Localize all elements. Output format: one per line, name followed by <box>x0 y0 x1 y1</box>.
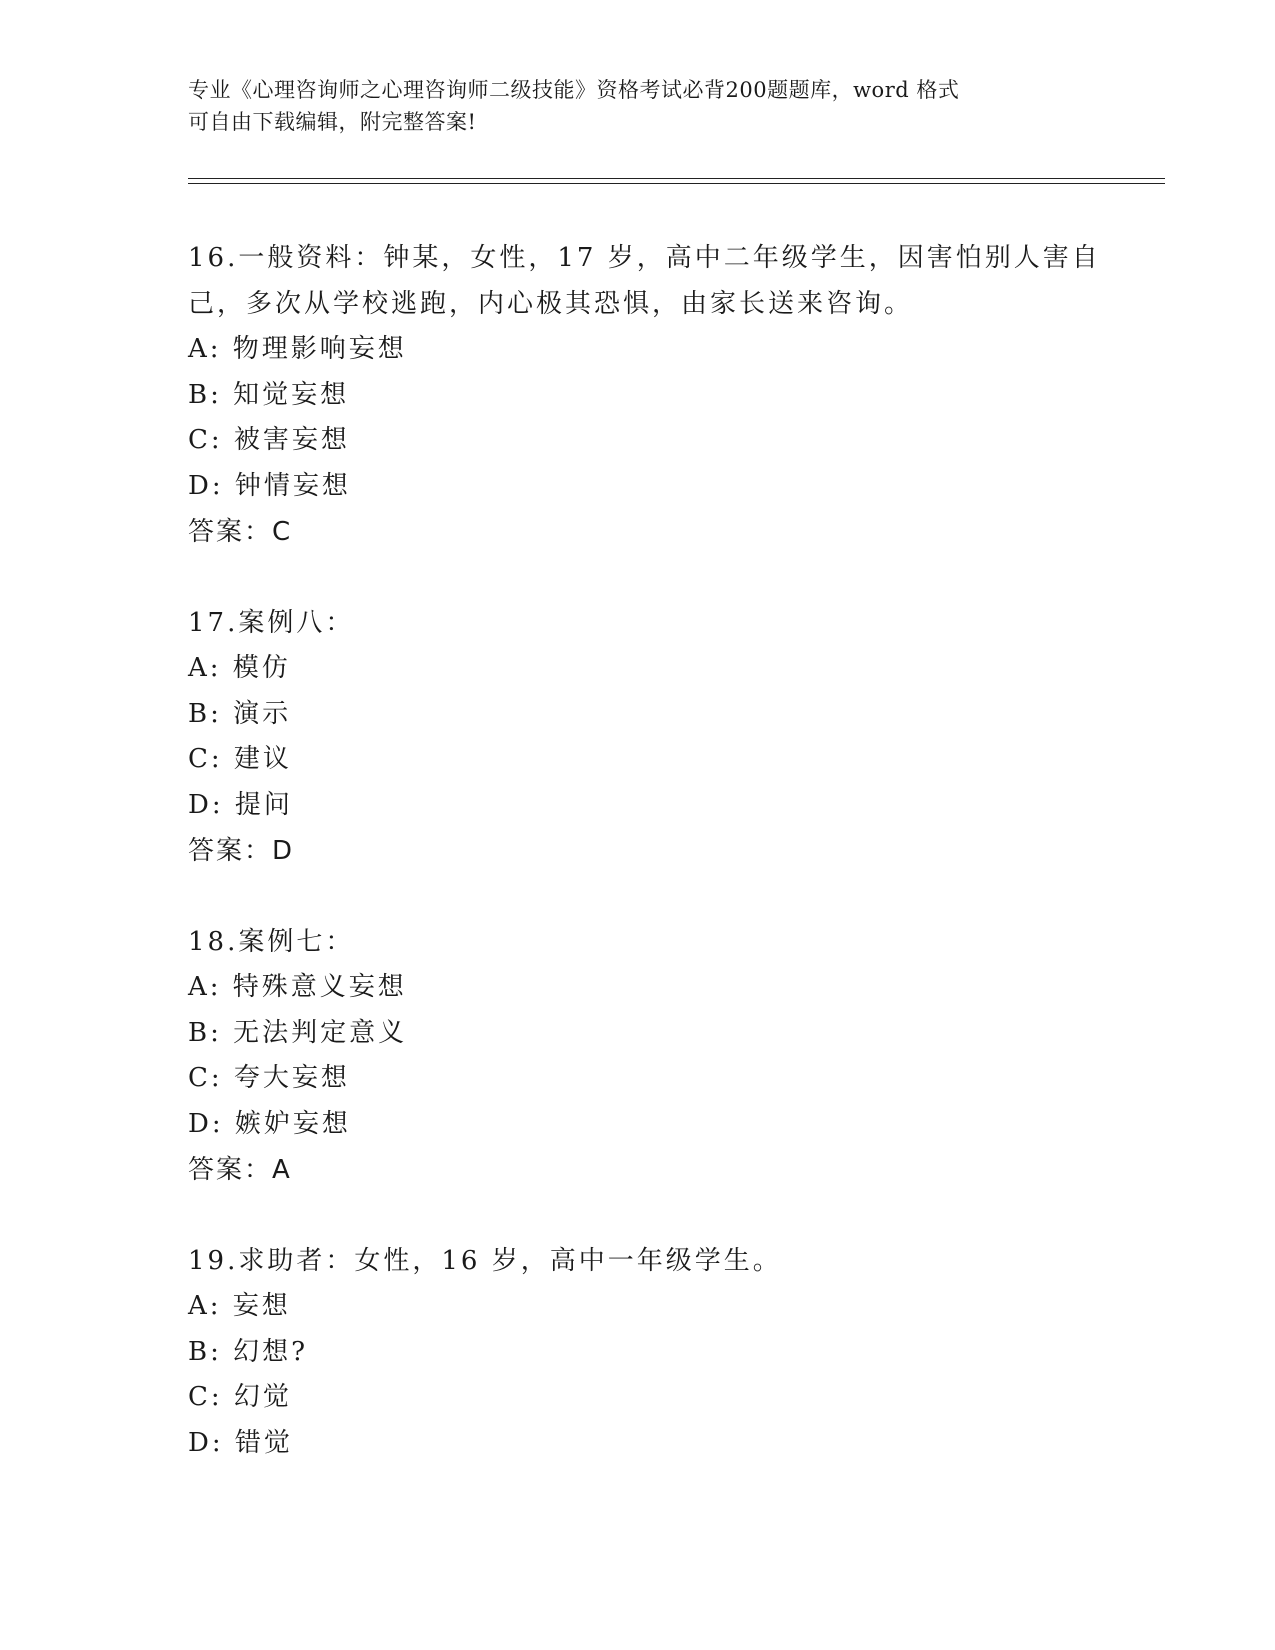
question-stem: 18.案例七： <box>188 927 355 957</box>
document-header <box>188 74 1088 138</box>
option-a: A: 模仿 <box>188 653 291 683</box>
question-17 <box>188 600 1148 874</box>
question-16 <box>188 235 1148 555</box>
question-18 <box>188 919 1148 1193</box>
option-c: C: 建议 <box>188 744 292 774</box>
question-stem: 19.求助者：女性，16 岁，高中一年级学生。 <box>188 1246 782 1276</box>
option-d: D: 错觉 <box>188 1427 293 1458</box>
option-d: D: 提问 <box>188 789 293 820</box>
header-line-1: 专业《心理咨询师之心理咨询师二级技能》资格考试必背200题题库，word 格式 <box>188 78 960 102</box>
answer-key: 答案：D <box>188 836 295 866</box>
option-a: A: 妄想 <box>188 1291 291 1321</box>
question-list <box>188 235 1148 1511</box>
question-stem: 16.一般资料：钟某，女性，17 岁，高中二年级学生，因害怕别人害自 <box>188 243 1101 273</box>
option-b: B: 无法判定意义 <box>188 1017 408 1048</box>
option-b: B: 知觉妄想 <box>188 379 350 410</box>
question-stem: 17.案例八： <box>188 608 355 638</box>
option-b: B: 幻想? <box>188 1336 309 1367</box>
option-d: D: 嫉妒妄想 <box>188 1108 351 1139</box>
answer-key: 答案：A <box>188 1155 292 1185</box>
option-c: C: 夸大妄想 <box>188 1063 350 1093</box>
option-c: C: 幻觉 <box>188 1382 292 1412</box>
question-stem-continued: 己，多次从学校逃跑，内心极其恐惧，由家长送来咨询。 <box>188 289 914 319</box>
header-divider <box>188 178 1165 184</box>
option-a: A: 特殊意义妄想 <box>188 972 407 1002</box>
option-c: C: 被害妄想 <box>188 425 350 455</box>
option-b: B: 演示 <box>188 698 292 729</box>
answer-key: 答案：C <box>188 517 293 547</box>
question-19 <box>188 1238 1148 1466</box>
option-a: A: 物理影响妄想 <box>188 334 407 364</box>
header-line-2: 可自由下载编辑，附完整答案! <box>188 110 477 134</box>
option-d: D: 钟情妄想 <box>188 470 351 501</box>
